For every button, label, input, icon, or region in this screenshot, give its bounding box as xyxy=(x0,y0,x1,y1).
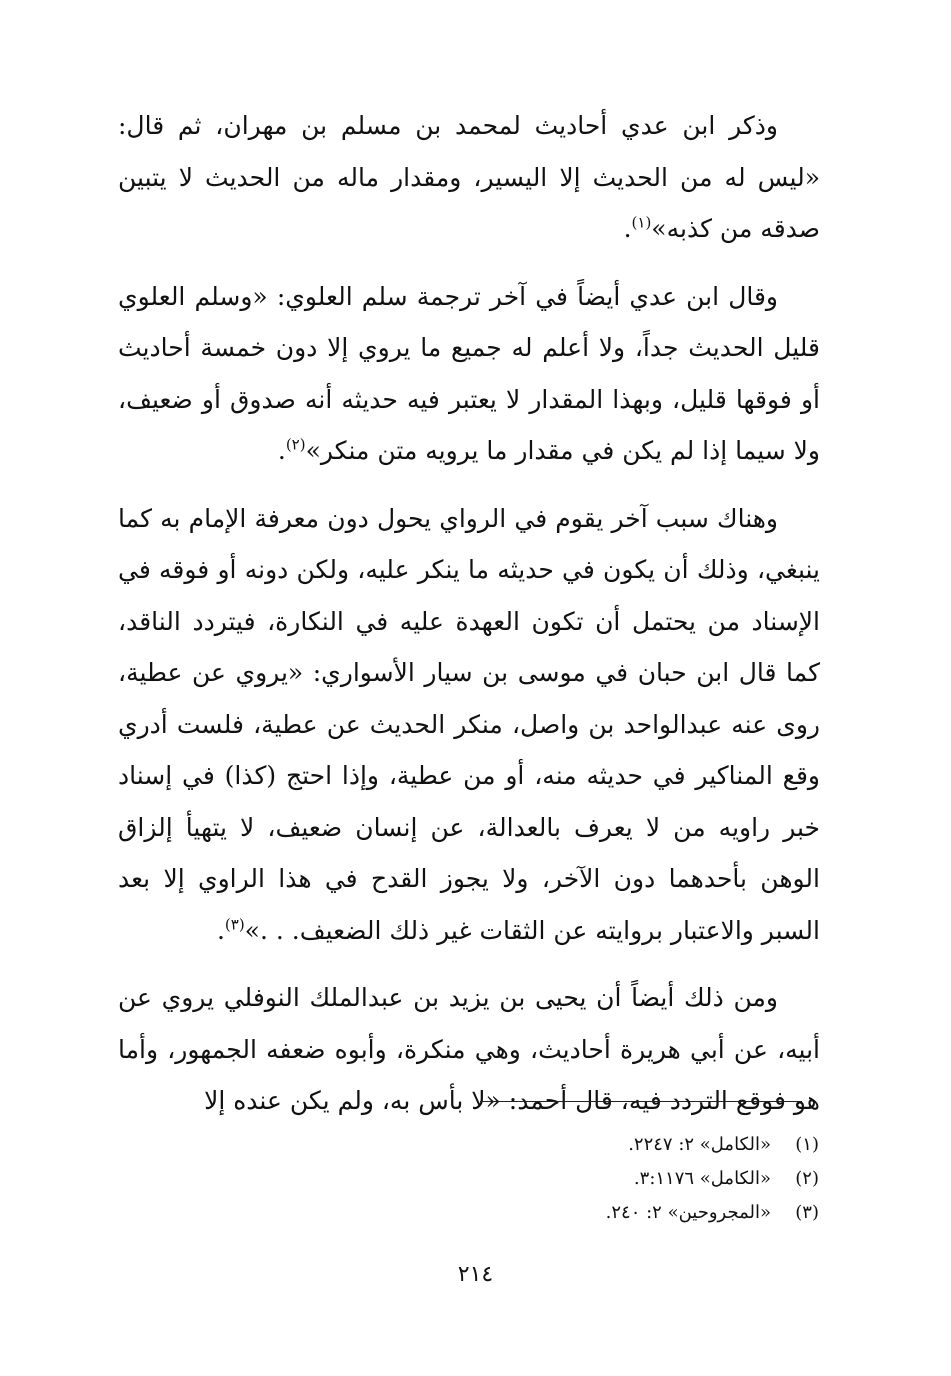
footnote-number: (١) xyxy=(795,1134,819,1155)
footnote-reference-1: (١) xyxy=(631,213,652,232)
footnote-item xyxy=(319,1196,819,1230)
paragraph-3: وهناك سبب آخر يقوم في الرواي يحول دون معرفة الإمام به كما ينبغي، وذلك أن يكون في حديثه ما ينكر عليه، ولكن دونه أو فوقه في الإسناد من يحتمل أن تكون العهدة عليه في النكارة، فيتردد الناقد، كما قال ابن حبان في موسى بن سيار الأسواري: «يروي عن عطية، روى عنه عبدالواحد بن واصل، منكر الحديث عن عطية، فلست أدري وقع المناكير في حديثه منه، أو من عطية، وإذا احتج (كذا) في إسناد خبر راويه من لا يعرف بالعدالة، عن إنسان ضعيف، لا يتهيأ إلزاق الوهن بأحدهما دون الآخر، ولا يجوز القدح في هذا الراوي إلا بعد السبر والاعتبار بروايته عن الثقات غير ذلك الضعيف. . .»$^{(٣)}$. xyxy=(118,503,820,945)
paragraph-text: وذكر ابن عدي أحاديث لمحمد بن مسلم بن مهران، ثم قال: «ليس له من الحديث إلا اليسير، ومقدار ماله من الحديث لا يتبين صدقه من كذبه» xyxy=(118,111,820,243)
paragraph-4 xyxy=(118,972,820,1127)
footnote-text: «المجروحين» ٢: ٢٤٠. xyxy=(605,1202,771,1223)
paragraph-1: وذكر ابن عدي أحاديث لمحمد بن مسلم بن مهران، ثم قال: «ليس له من الحديث إلا اليسير، ومقدار ماله من الحديث لا يتبين صدقه من كذبه»$^{(١)}$. xyxy=(118,111,820,243)
footnote-number: (٢) xyxy=(795,1168,819,1189)
footnote-text: «الكامل» ٣:١١٧٦. xyxy=(633,1168,771,1189)
footnote-number: (٣) xyxy=(795,1202,819,1223)
footnote-item xyxy=(319,1128,819,1162)
page-number: ٢١٤ xyxy=(457,1262,494,1287)
paragraph-2: وقال ابن عدي أيضاً في آخر ترجمة سلم العلوي: «وسلم العلوي قليل الحديث جداً، ولا أعلم له جميع ما يروي إلا دون خمسة أحاديث أو فوقها قليل، وبهذا المقدار لا يعتبر فيه حديثه أنه صدوق أو ضعيف، ولا سيما إذا لم يكن في مقدار ما يرويه متن منكر»$^{(٢)}$. xyxy=(118,281,820,465)
footnote-reference-2: (٢) xyxy=(285,435,306,454)
footnote-divider xyxy=(480,1101,802,1102)
paragraph-text: وهناك سبب آخر يقوم في الرواي يحول دون معرفة الإمام به كما ينبغي، وذلك أن يكون في حديثه ما ينكر عليه، ولكن دونه أو فوقه في الإسناد من يحتمل أن تكون العهدة عليه في النكارة، فيتردد الناقد، كما قال ابن حبان في موسى بن سيار الأسواري: «يروي عن عطية، روى عنه عبدالواحد بن واصل، منكر الحديث عن عطية، فلست أدري وقع المناكير في حديثه منه، أو من عطية، وإذا احتج (كذا) في إسناد خبر راويه من لا يعرف بالعدالة، عن إنسان ضعيف، لا يتهيأ إلزاق الوهن بأحدهما دون الآخر، ولا يجوز القدح في هذا الراوي إلا بعد السبر والاعتبار بروايته عن الثقات غير ذلك الضعيف. . .» xyxy=(118,503,820,945)
footnotes-list xyxy=(319,1128,819,1230)
footnote-reference-3: (٣) xyxy=(224,915,245,934)
paragraph-text: ومن ذلك أيضاً أن يحيى بن يزيد بن عبدالملك النوفلي يروي عن أبيه، عن أبي هريرة أحاديث، وهي منكرة، وأبوه ضعفه الجمهور، وأما هو فوقع التردد فيه، قال أحمد: «لا بأس به، ولم يكن عنده إلا xyxy=(118,983,820,1115)
footnote-item xyxy=(319,1162,819,1196)
page-body xyxy=(118,100,820,1143)
footnote-text: «الكامل» ٢: ٢٢٤٧. xyxy=(628,1134,771,1155)
paragraph-text: وقال ابن عدي أيضاً في آخر ترجمة سلم العلوي: «وسلم العلوي قليل الحديث جداً، ولا أعلم له جميع ما يروي إلا دون خمسة أحاديث أو فوقها قليل، وبهذا المقدار لا يعتبر فيه حديثه أنه صدوق أو ضعيف، ولا سيما إذا لم يكن في مقدار ما يرويه متن منكر» xyxy=(118,281,820,465)
